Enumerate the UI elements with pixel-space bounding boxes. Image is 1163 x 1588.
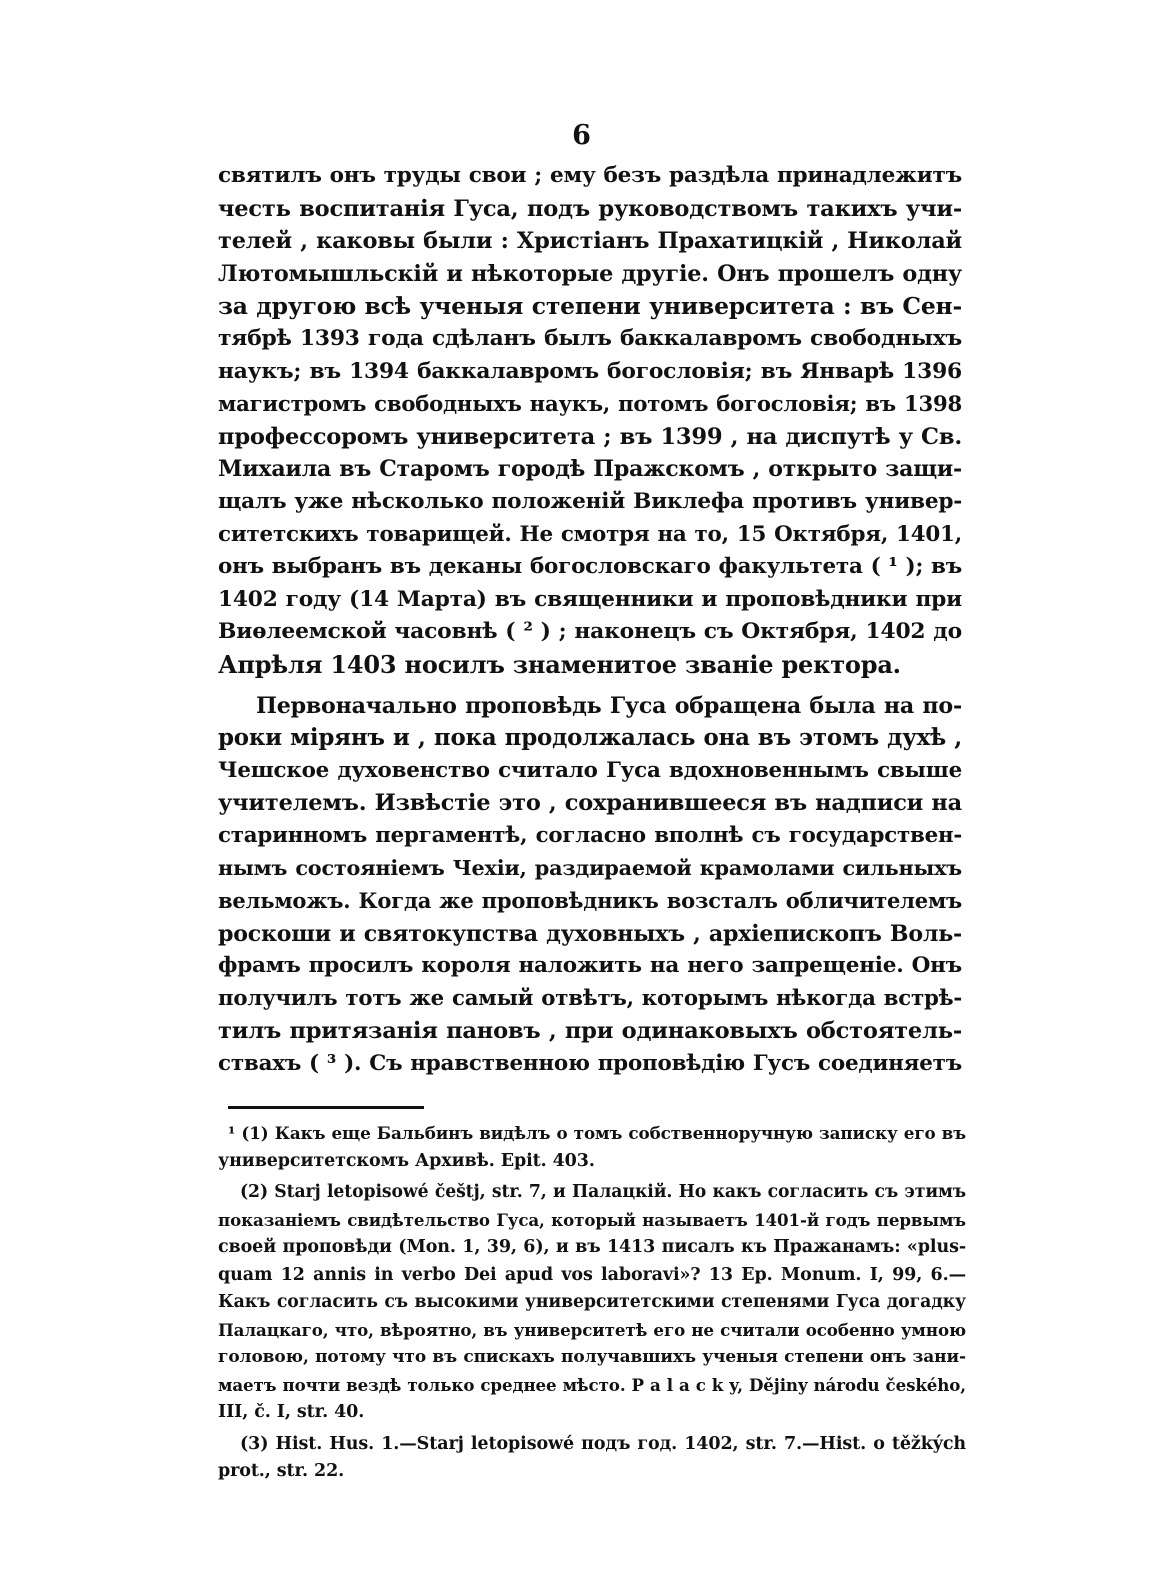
text-line: наукъ; въ 1394 баккалавромъ богословія; въ Январѣ 1396 [218,358,962,384]
text-line: роскоши и святокупства духовныхъ , архіепископъ Воль- [218,920,962,947]
text-line: ствахъ ( ³ ). Съ нравственною проповѣдію Гусъ соединяетъ [218,1051,962,1077]
text-line: святилъ онъ труды свои ; ему безъ раздѣла принадлежитъ [218,163,962,188]
footnote-line: маетъ почти вездѣ только среднее мѣсто. P a l a c k y, Dějiny národu českého, [218,1374,966,1395]
paragraph-gap [218,682,962,690]
text-line: Апрѣля 1403 носилъ знаменитое званіе ректора. [218,649,901,679]
page-number: 6 [572,120,591,151]
footnote-line: своей проповѣди (Mon. 1, 39, 6), и въ 1413 писалъ къ Пражанамъ: «plus- [218,1237,966,1257]
footnote-line: III, č. I, str. 40. [218,1402,365,1422]
text-line: Виѳлеемской часовнѣ ( ² ) ; наконецъ съ Октября, 1402 до [218,619,962,645]
footnote-line: quam 12 annis in verbo Dei apud vos laboravi»? 13 Ep. Monum. I, 99, 6.— [218,1264,966,1285]
footnote-line: Палацкаго, что, вѣроятно, въ университетѣ его не считали особенно умною [218,1319,966,1340]
main-text [218,160,962,1081]
text-line: нымъ состояніемъ Чехіи, раздираемой крамолами сильныхъ [218,855,962,881]
text-line: тилъ притязанія пановъ , при одинаковыхъ обстоятель- [218,1018,962,1045]
text-line: Первоначально проповѣдь Гуса обращена была на по- [256,692,962,719]
footnote-line: (3) Hist. Hus. 1.—Starj letopisowé подъ год. 1402, str. 7.—Hist. o těžkých [240,1433,966,1454]
text-line: щалъ уже нѣсколько положеній Виклефа противъ универ- [218,488,962,514]
text-line: за другою всѣ ученыя степени университета : въ Сен- [218,292,962,321]
text-line: тябрѣ 1393 года сдѣланъ былъ баккалавромъ свободныхъ [218,325,962,351]
text-line: получилъ тотъ же самый отвѣтъ, которымъ нѣкогда встрѣ- [218,985,962,1011]
text-line: телей , каковы были : Христіанъ Прахатицкій , Николай [218,228,962,255]
text-line: старинномъ пергаментѣ, согласно вполнѣ съ государствен- [218,822,962,848]
text-line: Михаила въ Старомъ городѣ Пражскомъ , открыто защи- [218,456,962,483]
text-line: 1402 году (14 Марта) въ священники и проповѣдники при [218,586,962,612]
footnote-line: Какъ согласить съ высокими университетскими степенями Гуса догадку [218,1292,966,1312]
text-line: онъ выбранъ въ деканы богословскаго факультета ( ¹ ); въ [218,554,962,580]
text-line: Лютомышльскій и нѣкоторые другіе. Онъ прошелъ одну [218,260,962,287]
text-line: фрамъ просилъ короля наложить на него запрещеніе. Онъ [218,953,962,979]
text-line: Чешское духовенство считало Гуса вдохновеннымъ свыше [218,757,962,783]
footnote-line: университетскомъ Архивѣ. Epit. 403. [218,1150,595,1171]
text-line: магистромъ свободныхъ наукъ, потомъ богословія; въ 1398 [218,391,962,417]
text-line: честь воспитанія Гуса, подъ руководствомъ такихъ учи- [218,195,962,222]
text-line: роки мірянъ и , пока продолжалась она въ этомъ духѣ , [218,725,962,752]
footnote-line: показаніемъ свидѣтельство Гуса, который называетъ 1401-й годъ первымъ [218,1209,966,1230]
footnote-line: ¹ (1) Какъ еще Бальбинъ видѣлъ о томъ собственноручную записку его въ [228,1123,966,1143]
text-line: профессоромъ университета ; въ 1399 , на диспутѣ у Св. [218,423,962,450]
text-line: учителемъ. Извѣстіе это , сохранившееся въ надписи на [218,790,962,817]
footnote-line: (2) Starj letopisowé češtj, str. 7, и Палацкій. Но какъ согласить съ этимъ [240,1182,966,1202]
footnote-line: головою, потому что въ спискахъ получавшихъ ученыя степени онъ зани- [218,1347,966,1367]
footnotes [218,1120,966,1486]
text-line: ситетскихъ товарищей. Не смотря на то, 15 Октября, 1401, [218,521,962,547]
footnote-divider [228,1106,424,1109]
text-line: вельможъ. Когда же проповѣдникъ возсталъ обличителемъ [218,888,962,914]
footnote-line: prot., str. 22. [218,1461,345,1481]
